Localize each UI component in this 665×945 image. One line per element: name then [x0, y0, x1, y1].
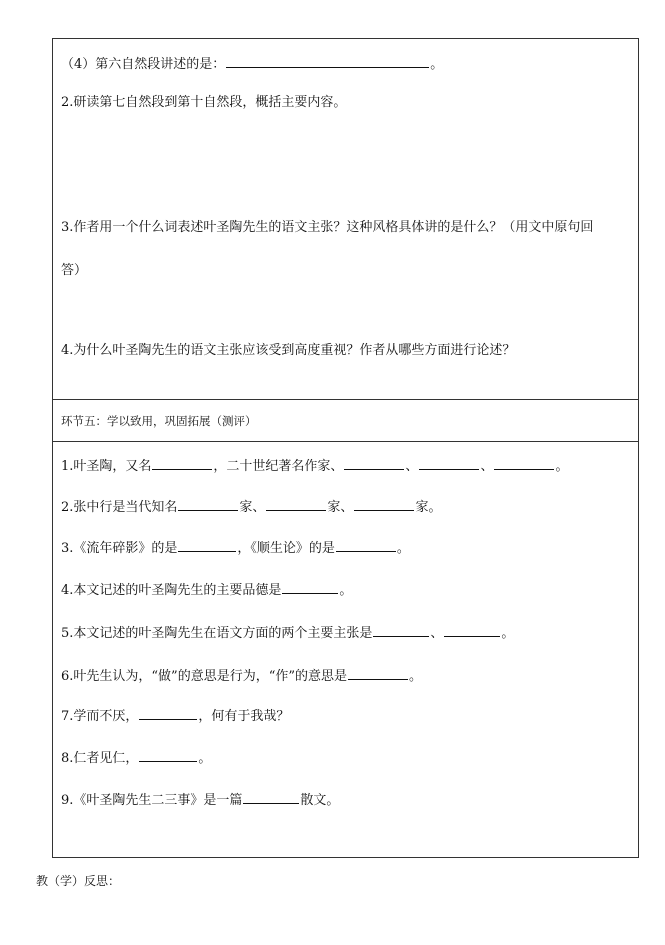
question-3-line-1: 3.作者用一个什么词表述叶圣陶先生的语文主张？这种风格具体讲的是什么？（用文中原句回 [61, 220, 594, 235]
quiz-question-1: 1.叶圣陶，又名 ，二十世纪著名作家、 、 、 。 [61, 456, 632, 476]
quiz-question-7: 7.学而不厌， ，何有于我哉？ [61, 706, 632, 726]
answer-blank[interactable] [344, 456, 404, 470]
row-divider [53, 399, 638, 400]
answer-blank[interactable] [419, 456, 479, 470]
answer-blank[interactable] [139, 706, 197, 720]
answer-blank[interactable] [152, 456, 212, 470]
answer-blank[interactable] [226, 54, 429, 68]
answer-blank[interactable] [494, 456, 554, 470]
answer-blank[interactable] [243, 790, 299, 804]
quiz-question-3: 3.《流年碎影》的是 ，《顺生论》的是 。 [61, 538, 632, 558]
quiz-question-2: 2.张中行是当代知名 家、 家、 家。 [61, 497, 632, 517]
quiz-question-6: 6.叶先生认为，“做”的意思是行为，“作”的意思是 。 [61, 666, 632, 686]
quiz-question-9: 9.《叶圣陶先生二三事》是一篇 散文。 [61, 790, 632, 810]
worksheet-table [52, 38, 639, 858]
answer-blank[interactable] [354, 497, 414, 511]
quiz-question-8: 8.仁者见仁， 。 [61, 748, 632, 768]
answer-blank[interactable] [373, 623, 429, 637]
quiz-question-4: 4.本文记述的叶圣陶先生的主要品德是 。 [61, 580, 632, 600]
answer-blank[interactable] [178, 497, 238, 511]
answer-blank[interactable] [266, 497, 326, 511]
answer-blank[interactable] [282, 580, 338, 594]
question-2: 2.研读第七自然段到第十自然段，概括主要内容。 [61, 95, 347, 110]
section-five-title: 环节五：学以致用，巩固拓展（测评） [61, 414, 257, 428]
answer-blank[interactable] [336, 538, 396, 552]
question-4: 4.为什么叶圣陶先生的语文主张应该受到高度重视？作者从哪些方面进行论述？ [61, 343, 516, 358]
answer-blank[interactable] [139, 748, 197, 762]
teaching-reflection-label: 教（学）反思： [36, 874, 121, 888]
answer-blank[interactable] [348, 666, 408, 680]
quiz-question-5: 5.本文记述的叶圣陶先生在语文方面的两个主要主张是 、 。 [61, 623, 632, 643]
answer-blank[interactable] [178, 538, 236, 552]
row-divider [53, 441, 638, 442]
question-4-sub: （4）第六自然段讲述的是： 。 [61, 54, 632, 74]
question-3-line-2: 答） [61, 263, 88, 278]
answer-blank[interactable] [444, 623, 500, 637]
